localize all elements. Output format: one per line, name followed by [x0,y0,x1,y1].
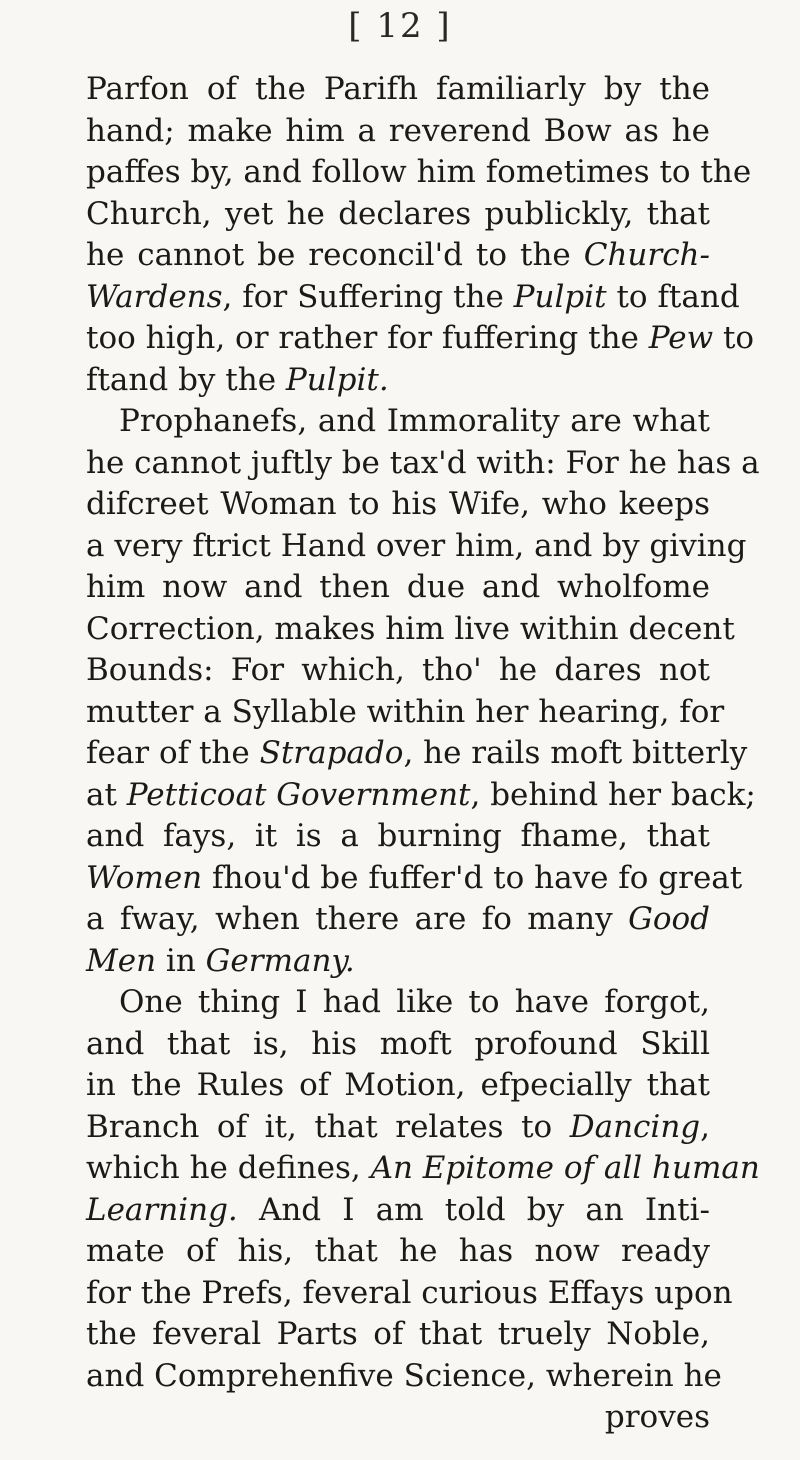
italic-text: Good [628,901,710,937]
text-span: he cannot be reconcil'd to the [86,237,584,273]
text-span: a very ftrict Hand over him, and by giving [86,527,747,564]
text-span: Church, yet he declares publickly, that [86,195,710,232]
text-span: in the Rules of Motion, efpecially that [86,1067,710,1103]
text-span: Correction, makes him live within decent [86,610,735,647]
text-span: a fway, when there are fo many [86,901,629,937]
text-span: and Comprehenfive Science, wherein he [86,1357,722,1394]
italic-text: Learning. [86,1191,238,1228]
text-span: Parfon of the Parifh familiarly by the [86,71,710,107]
text-span: One thing I had like to have forgot, [119,984,710,1020]
text-line [86,1392,710,1442]
italic-text: Women [86,859,203,896]
text-span: to ftand [606,278,740,315]
italic-text: Men [86,942,157,979]
italic-text: Pulpit [513,278,607,315]
italic-text: Strapado [259,735,404,771]
text-span: , [700,1108,710,1145]
text-span: and that is, his moft profound Skill [86,1025,710,1062]
text-span: paffes by, and follow him fometimes to the [86,154,752,190]
italic-text: Germany. [205,942,355,979]
text-span: , he rails moft bitterly [403,735,748,771]
text-span: , behind her back; [470,776,756,813]
text-span: Prophanefs, and Immorality are what [119,403,710,439]
page-number: [ 12 ] [348,6,452,46]
text-span: proves [604,1399,710,1435]
italic-text: Pulpit. [285,361,389,398]
text-span: too high, or rather for fuffering the [86,320,649,356]
text-span: to [713,320,755,356]
italic-text: Pew [648,320,714,356]
text-span: Branch of it, that relates to [86,1108,570,1145]
text-span: mutter a Syllable within her hearing, for [86,693,725,730]
italic-text: Wardens [86,278,223,315]
text-span: in [156,942,206,979]
italic-text: Dancing [569,1108,701,1145]
text-span: And I am told by an Inti- [237,1191,710,1228]
text-span: the feveral Parts of that truely Noble, [86,1316,710,1352]
text-span: which he defines, [86,1150,371,1186]
text-span: difcreet Woman to his Wife, who keeps [86,486,710,522]
text-span: for the Prefs, feveral curious Effays upon [86,1274,733,1311]
text-span: at [86,776,127,813]
text-span: mate of his, that he has now ready [86,1233,710,1269]
text-span: , for Suffering the [222,278,514,315]
italic-text: Church- [583,237,710,273]
text-span: fhou'd be fuffer'd to have fo great [202,859,743,896]
text-span: ftand by the [86,361,286,398]
italic-text: Petticoat Government [126,776,471,813]
text-span: Bounds: For which, tho' he dares not [86,652,710,688]
text-span: he cannot juftly be tax'd with: For he has a [86,444,760,481]
text-span: fear of the [86,735,260,771]
text-span: him now and then due and wholfome [86,569,710,605]
text-span: hand; make him a reverend Bow as he [86,112,710,149]
italic-text: An Epitome of all human [370,1150,760,1186]
text-span: and fays, it is a burning fhame, that [86,818,710,854]
